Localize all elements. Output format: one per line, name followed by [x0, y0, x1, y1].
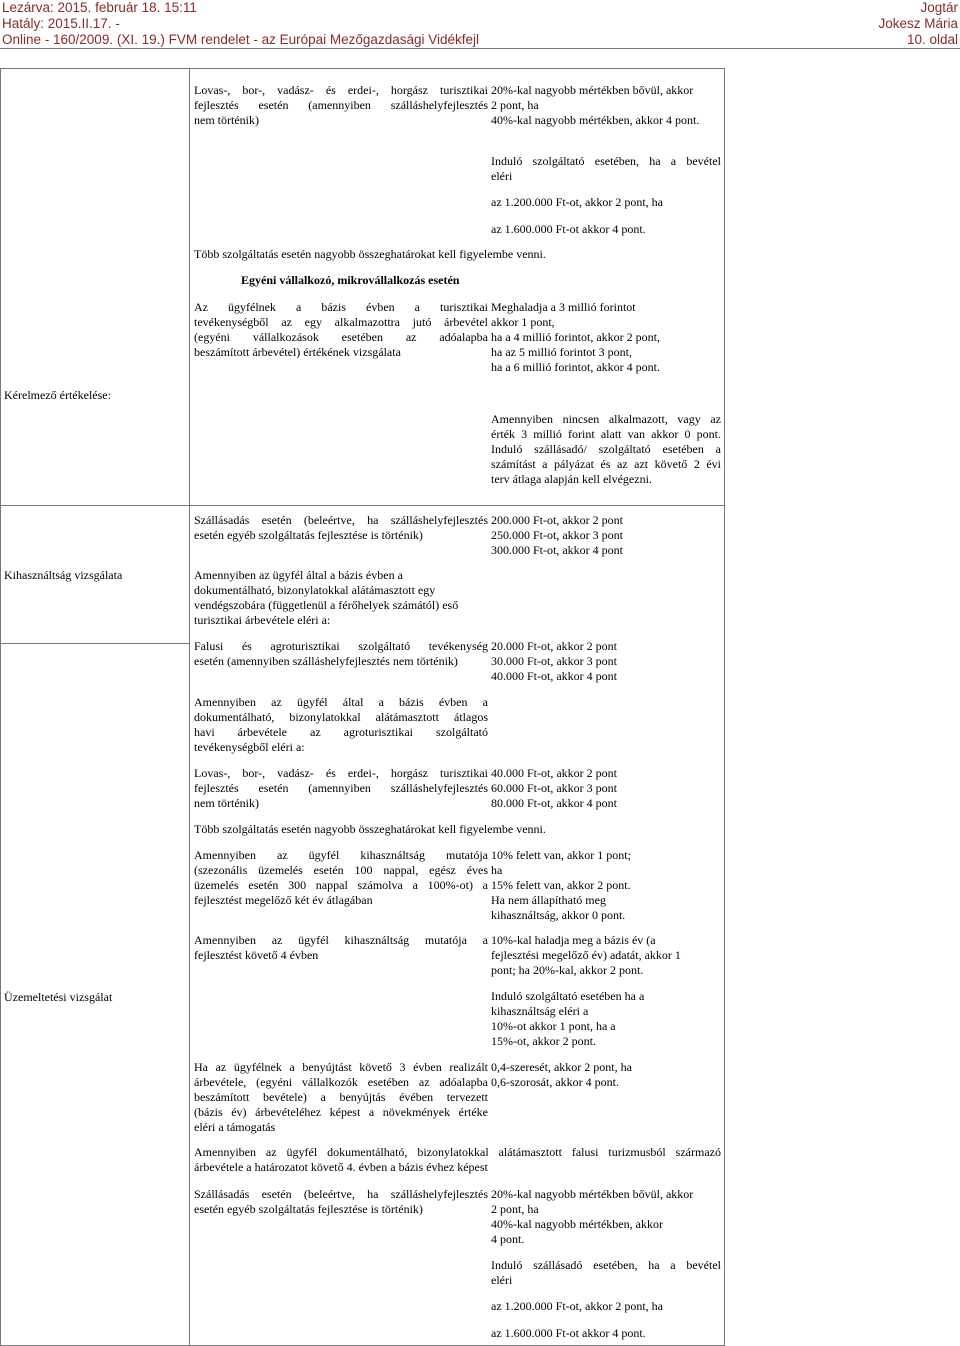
score-note: Amennyiben nincsen alkalmazott, vagy az érték 3 millió forint alatt van akkor 0 pont. Induló szállásadó/ szolgáltató esetében a számítást a pályázat és az azt követő 2 évi terv átlaga alapján kell elvégezni. [491, 412, 721, 486]
score-text: Induló szolgáltató esetében ha a kihasználtság eléri a 10%-ot akkor 1 pont, ha a 15%-ot, akkor 2 pont. [491, 989, 645, 1048]
score-text: Meghaladja a 3 millió forintot akkor 1 pont, ha a 4 millió forintot, akkor 2 pont, ha az 5 millió forintot 3 pont, ha a 6 millió forintot, akkor 4 pont. [491, 300, 660, 374]
label-occupancy: Kihasználtság vizsgálata [4, 568, 123, 582]
criterion-text: Az ügyfélnek a bázis évben a turisztikai tevékenységből az egy alkalmazottra jutó árbevétel (egyéni vállalkozások esetében az adóalapba beszámított árbevétel) értékének vizsgálata [194, 300, 488, 359]
score-text: az 1.600.000 Ft-ot akkor 4 pont. [491, 1326, 646, 1340]
brand-name: Jogtár [920, 0, 958, 15]
grid-line [0, 68, 1, 1346]
criterion-text: Szállásadás esetén (beleértve, ha szálláshelyfejlesztés esetén egyéb szolgáltatás fejlesztése is történik) [194, 513, 488, 542]
score-text: az 1.200.000 Ft-ot, akkor 2 pont, ha [491, 1299, 663, 1313]
score-text: az 1.200.000 Ft-ot, akkor 2 pont, ha [491, 195, 663, 209]
score-text: 20%-kal nagyobb mértékben bővül, akkor 2 pont, ha 40%-kal nagyobb mértékben, akkor 4 pont. [491, 83, 700, 127]
score-text: Induló szállásadó esetében, ha a bevétel eléri [491, 1258, 721, 1287]
criterion-text: Amennyiben az ügyfél kihasználtság mutatója a fejlesztést követő 4 évben [194, 933, 488, 962]
grid-line [724, 68, 725, 1346]
score-text: Induló szolgáltató esetében, ha a bevétel eléri [491, 154, 721, 183]
criterion-text: Amennyiben az ügyfél dokumentálható, bizonylatokkal alátámasztott falusi turizmusból származó árbevétele a határozatot követő 4. évben a bázis évhez képest [194, 1145, 721, 1174]
criterion-text: Lovas-, bor-, vadász- és erdei-, horgász turisztikai fejlesztés esetén (amennyiben szálláshelyfejlesztés nem történik) [194, 83, 488, 127]
score-text: 40.000 Ft-ot, akkor 2 pont 60.000 Ft-ot, akkor 3 pont 80.000 Ft-ot, akkor 4 pont [491, 766, 617, 810]
closed-date: Lezárva: 2015. február 18. 15:11 [2, 0, 197, 15]
note-text: Több szolgáltatás esetén nagyobb összeghatárokat kell figyelembe venni. [194, 822, 546, 836]
score-text: 20%-kal nagyobb mértékben bővül, akkor 2 pont, ha 40%-kal nagyobb mértékben, akkor 4 pont. [491, 1187, 694, 1246]
score-text: 200.000 Ft-ot, akkor 2 pont 250.000 Ft-ot, akkor 3 pont 300.000 Ft-ot, akkor 4 pont [491, 513, 623, 557]
criterion-text: Falusi és agroturisztikai szolgáltató tevékenység esetén (amennyiben szálláshelyfejlesztés nem történik) [194, 639, 488, 668]
score-text: 0,4-szeresét, akkor 2 pont, ha 0,6-szorosát, akkor 4 pont. [491, 1060, 632, 1089]
grid-line [0, 643, 190, 644]
label-operation: Üzemeltetési vizsgálat [4, 990, 113, 1004]
label-applicant-evaluation: Kérelmező értékelése: [4, 388, 111, 402]
grid-line [0, 68, 725, 69]
section-heading: Egyéni vállalkozó, mikrovállalkozás esetén [241, 273, 460, 287]
criterion-text: Amennyiben az ügyfél kihasználtság mutatója (szezonális üzemelés esetén 100 nappal, egész éves üzemelés esetén 300 nappal számolva a 100%-ot) a fejlesztést megelőző két év átlagában [194, 848, 488, 907]
criterion-text: Amennyiben az ügyfél által a bázis évben a dokumentálható, bizonylatokkal alátámasztott átlagos havi árbevétele az agroturisztikai szolgáltató tevékenységből eléri a: [194, 695, 488, 754]
grid-line [189, 68, 190, 1346]
score-text: 10%-kal haladja meg a bázis év (a fejlesztési megelőző év) adatát, akkor 1 pont; ha 20%-kal, akkor 2 pont. [491, 933, 681, 977]
grid-line [0, 505, 725, 506]
header-divider [0, 48, 960, 49]
criterion-text: Lovas-, bor-, vadász- és erdei-, horgász turisztikai fejlesztés esetén (amennyiben szálláshelyfejlesztés nem történik) [194, 766, 488, 810]
note-text: Több szolgáltatás esetén nagyobb összeghatárokat kell figyelembe venni. [194, 247, 546, 261]
score-text: 20.000 Ft-ot, akkor 2 pont 30.000 Ft-ot, akkor 3 pont 40.000 Ft-ot, akkor 4 pont [491, 639, 617, 683]
criterion-text: Ha az ügyfélnek a benyújtást követő 3 évben realizált árbevétele, (egyéni vállalkozók esetében az adóalapba beszámított bevétele) a benyújtás évében tervezett (bázis év) árbevételéhez képest a növekmények értéke eléri a támogatás [194, 1060, 488, 1134]
criterion-text: Szállásadás esetén (beleértve, ha szálláshelyfejlesztés esetén egyéb szolgáltatás fejlesztése is történik) [194, 1187, 488, 1216]
criterion-text: Amennyiben az ügyfél által a bázis évben a dokumentálható, bizonylatokkal alátámasztott egy vendégszobára (függetlenül a férőhelyek számától) eső turisztikai árbevétele eléri a: [194, 568, 459, 627]
user-name: Jokesz Mária [878, 16, 958, 31]
score-text: az 1.600.000 Ft-ot akkor 4 pont. [491, 222, 646, 236]
regulation-title: Online - 160/2009. (XI. 19.) FVM rendelet - az Európai Mezőgazdasági Vidékfejl [2, 32, 480, 47]
page-number: 10. oldal [906, 32, 958, 47]
effective-date: Hatály: 2015.II.17. - [2, 16, 120, 31]
score-text: 10% felett van, akkor 1 pont; ha 15% felett van, akkor 2 pont. Ha nem állapítható meg kihasználtság, akkor 0 pont. [491, 848, 631, 922]
